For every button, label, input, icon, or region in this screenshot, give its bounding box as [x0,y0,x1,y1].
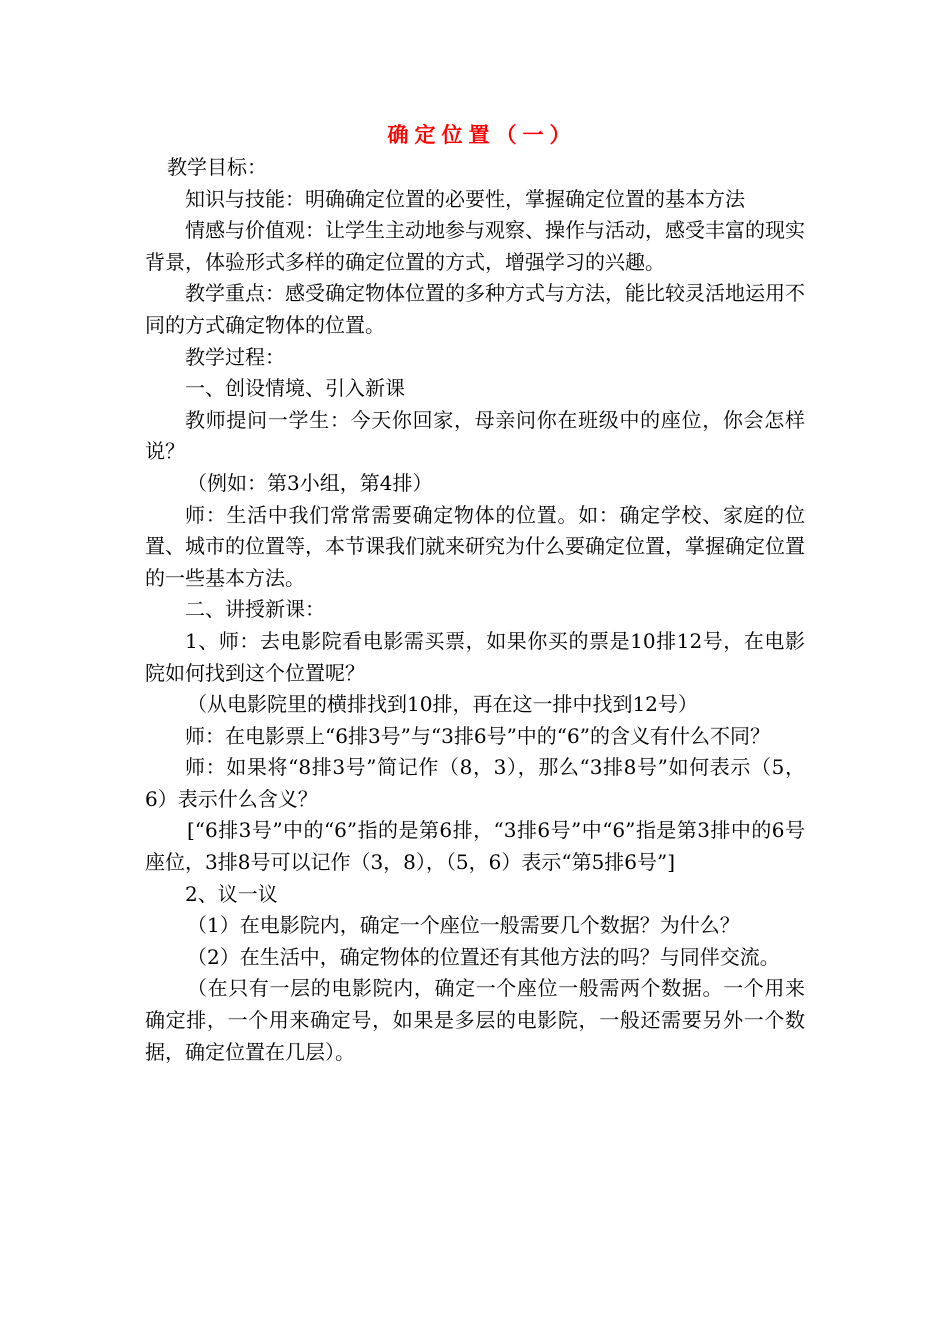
paragraph-cinema-question: 1、师：去电影院看电影需买票，如果你买的票是10排12号，在电影院如何找到这个位置呢？ [145,628,805,685]
section-heading-discuss: 2、议一议 [185,881,278,906]
paragraph-cinema-answer: （从电影院里的横排找到10排，再在这一排中找到12号） [187,692,698,717]
paragraph-key-points: 教学重点：感受确定物体位置的多种方式与方法，能比较灵活地运用不同的方式确定物体的位置。 [145,281,805,337]
section-heading-2: 二、讲授新课： [185,597,325,622]
paragraph-notation-question: 师：如果将“8排3号”简记作（8，3），那么“3排8号”如何表示（5，6）表示什么含义？ [145,755,805,811]
paragraph-discuss-1: （1）在电影院内，确定一个座位一般需要几个数据？为什么？ [187,913,740,938]
paragraph-example-answer: （例如：第3小组，第4排） [187,470,433,495]
paragraph-emotion-values: 情感与价值观：让学生主动地参与观察、操作与活动，感受丰富的现实背景，体验形式多样的确定位置的方式，增强学习的兴趣。 [145,218,805,274]
paragraph-teaching-process: 教学过程： [185,344,285,369]
document-title: 确定位置（一） [387,122,577,147]
paragraph-discuss-2: （2）在生活中，确定物体的位置还有其他方法的吗？与同伴交流。 [187,944,780,969]
paragraph-teacher-intro: 师：生活中我们常常需要确定物体的位置。如：确定学校、家庭的位置、城市的位置等，本节课我们就来研究为什么要确定位置，掌握确定位置的一些基本方法。 [145,502,805,590]
paragraph-knowledge-skills: 知识与技能：明确确定位置的必要性，掌握确定位置的基本方法 [185,186,745,211]
paragraph-teacher-question: 教师提问一学生：今天你回家，母亲问你在班级中的座位，你会怎样说？ [145,407,805,464]
paragraph-discuss-answer: （在只有一层的电影院内，确定一个座位一般需两个数据。一个用来确定排，一个用来确定号，如果是多层的电影院，一般还需要另外一个数据，确定位置在几层）。 [145,976,805,1064]
section-heading-1: 一、创设情境、引入新课 [185,376,405,401]
paragraph-ticket-question: 师：在电影票上“6排3号”与“3排6号”中的“6”的含义有什么不同？ [185,723,770,748]
paragraph-teaching-goals: 教学目标： [167,155,267,179]
paragraph-notation-answer: [“6排3号”中的“6”指的是第6排，“3排6号”中“6”指是第3排中的6号座位，3排8号可以记作（3，8），（5，6）表示“第5排6号”] [145,818,805,875]
document-page [145,118,805,1068]
